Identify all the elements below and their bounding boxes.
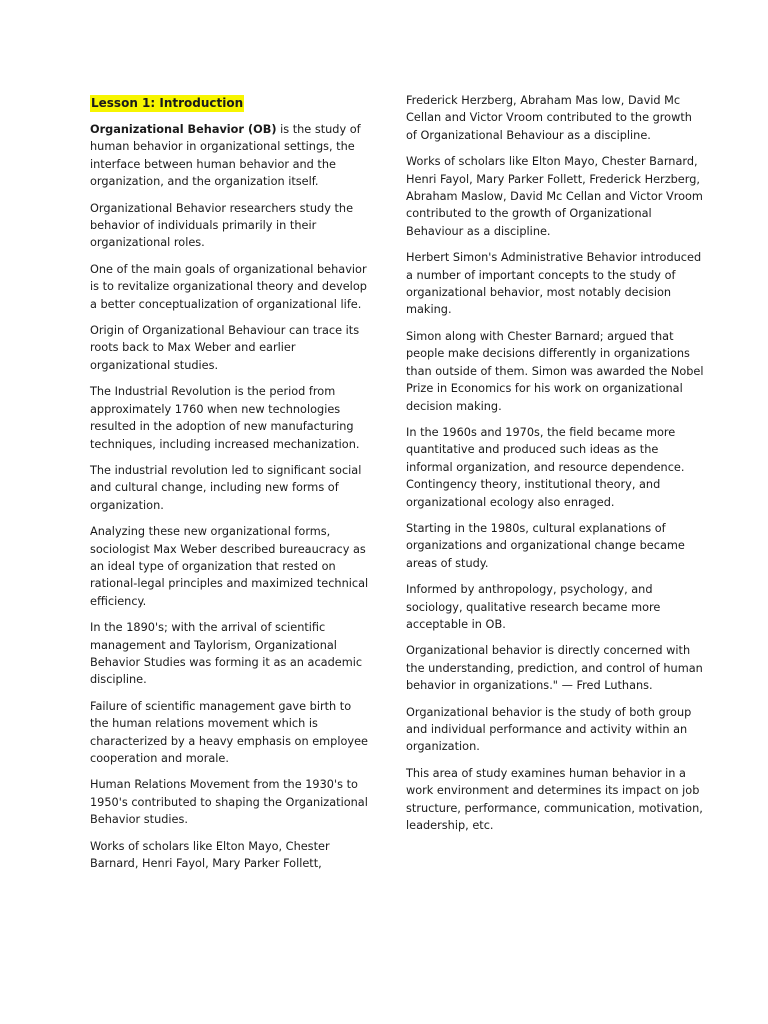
lesson-heading: Lesson 1: Introduction	[91, 96, 244, 110]
paragraph	[90, 121, 372, 191]
left-column	[90, 92, 372, 881]
right-column	[406, 92, 706, 843]
paragraph: Simon along with Chester Barnard; argued that people make decisions differently in organizations than outside of them. Simon was awarded the Nobel Prize in Economics for his work on organizational decision making.	[406, 329, 704, 413]
paragraph: Organizational behavior is directly concerned with the understanding, prediction, and control of human behavior in organizations." — Fred Luthans.	[406, 644, 703, 693]
bold-term: Organizational Behavior (OB)	[90, 123, 277, 136]
paragraph: In the 1890's; with the arrival of scientific management and Taylorism, Organizational Behavior Studies was forming it as an academic discipline.	[90, 621, 363, 687]
paragraph: Works of scholars like Elton Mayo, Chester Barnard, Henri Fayol, Mary Parker Follett,	[90, 839, 330, 871]
paragraph: Frederick Herzberg, Abraham Mas low, David Mc Cellan and Victor Vroom contributed to the growth of Organizational Behaviour as a discipline.	[406, 94, 692, 142]
paragraph: Human Relations Movement from the 1930's to 1950's contributed to shaping the Organizational Behavior studies.	[90, 778, 368, 827]
paragraph: Organizational behavior is the study of both group and individual performance and activity within an organization.	[406, 705, 692, 754]
paragraph: Works of scholars like Elton Mayo, Chester Barnard, Henri Fayol, Mary Parker Follett, Frederick Herzberg, Abraham Maslow, David Mc Cellan and Victor Vroom contributed to the growth of Organizational Behaviour as a discipline.	[406, 155, 703, 238]
paragraph: Organizational Behavior researchers study the behavior of individuals primarily in their organizational roles.	[90, 201, 354, 250]
paragraph: One of the main goals of organizational behavior is to revitalize organizational theory and develop a better conceptualization of organizational life.	[90, 262, 367, 311]
paragraph: Origin of Organizational Behaviour can trace its roots back to Max Weber and earlier organizational studies.	[90, 324, 360, 372]
paragraph: The Industrial Revolution is the period from approximately 1760 when new technologies resulted in the adoption of new manufacturing techniques, including increased mechanization.	[90, 385, 360, 451]
paragraph-text: is the study of human behavior in organizational settings, the interface between human behavior and the organization, and the organization itself.	[90, 123, 361, 189]
paragraph: Starting in the 1980s, cultural explanations of organizations and organizational change became areas of study.	[406, 521, 685, 570]
paragraph: This area of study examines human behavior in a work environment and determines its impact on job structure, performance, communication, motivation, leadership, etc.	[406, 766, 703, 833]
paragraph: Analyzing these new organizational forms, sociologist Max Weber described bureaucracy as an ideal type of organization that rested on rational-legal principles and maximized technical efficiency.	[90, 525, 369, 608]
paragraph: Failure of scientific management gave birth to the human relations movement which is characterized by a heavy emphasis on employee cooperation and morale.	[90, 699, 368, 765]
paragraph: Herbert Simon's Administrative Behavior introduced a number of important concepts to the study of organizational behavior, most notably decision making.	[406, 251, 702, 317]
paragraph: In the 1960s and 1970s, the field became more quantitative and produced such ideas as the informal organization, and resource dependence. Contingency theory, institutional theory, and organizational ecology also enraged.	[406, 425, 685, 509]
paragraph: Informed by anthropology, psychology, and sociology, qualitative research became more acceptable in OB.	[406, 583, 661, 631]
paragraph: The industrial revolution led to significant social and cultural change, including new forms of organization.	[90, 463, 362, 512]
